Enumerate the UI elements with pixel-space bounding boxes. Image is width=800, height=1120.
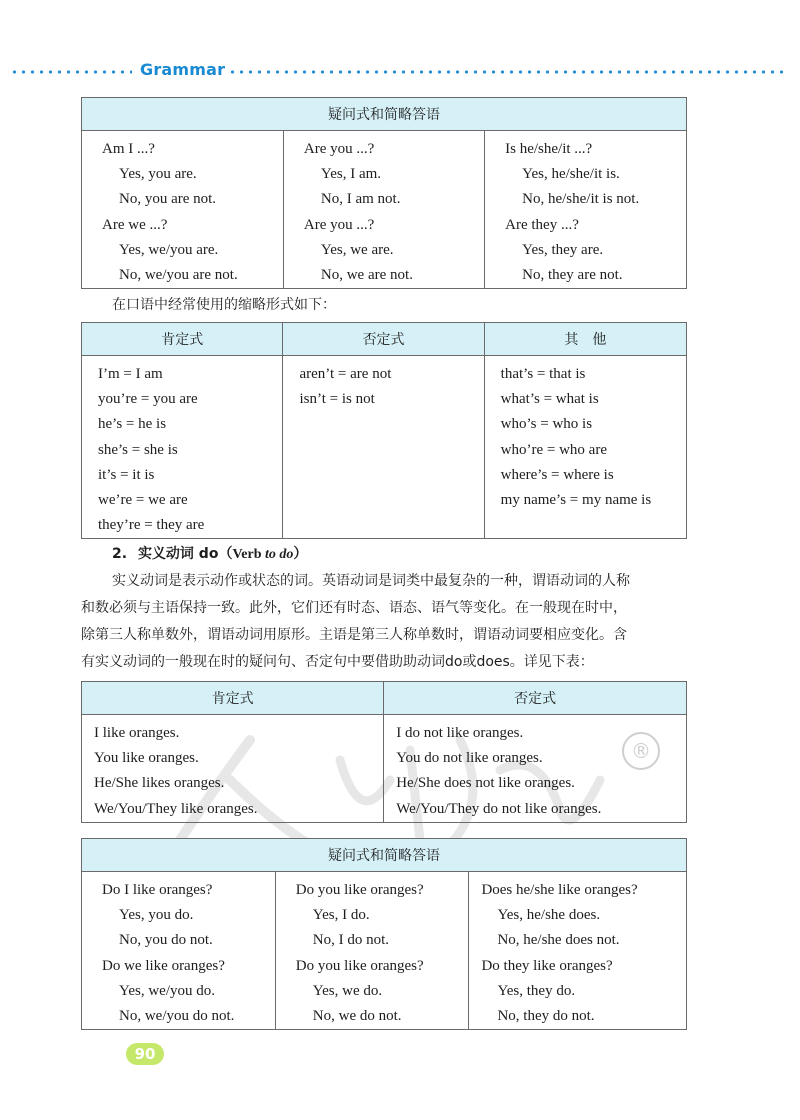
page-header	[0, 60, 800, 84]
question-line: Do we like oranges?	[102, 957, 225, 974]
section-heading	[112, 543, 307, 563]
contraction-item: we’re = we are	[98, 491, 188, 508]
statement-line: I do not like oranges.	[396, 725, 524, 741]
question-line: Do you like oranges?	[295, 957, 424, 974]
answer-line: No, he/she does not.	[497, 932, 620, 949]
do-statements-col-negative	[384, 715, 687, 823]
contraction-item: it’s = it is	[98, 466, 155, 483]
question-line: Am I ...?	[102, 141, 155, 157]
answer-line: Yes, he/she/it is.	[522, 166, 620, 183]
statement-line: He/She likes oranges.	[94, 775, 225, 792]
paragraph-line: 除第三人称单数外，谓语动词用原形。主语是第三人称单数时，谓语动词要相应变化。含	[81, 627, 627, 643]
section-title: Grammar	[140, 60, 226, 79]
answer-line: No, we/you do not.	[119, 1007, 235, 1024]
contractions-table	[81, 322, 687, 539]
contractions-col-negative	[283, 356, 484, 539]
column-header-affirmative: 肯定式	[82, 323, 283, 356]
be-questions-col-1	[82, 131, 284, 289]
be-questions-table	[81, 97, 687, 289]
table-title: 疑问式和简略答语	[82, 839, 687, 872]
section-title-en: Verb	[232, 547, 265, 562]
question-line: Do they like oranges?	[481, 957, 613, 974]
answer-line: Yes, we do.	[312, 982, 383, 999]
contraction-item: she’s = she is	[98, 441, 178, 458]
question-line: Is he/she/it ...?	[505, 141, 593, 157]
answer-line: No, we are not.	[320, 266, 413, 283]
question-line: Are you ...?	[303, 216, 375, 233]
contraction-item: he’s = he is	[98, 416, 167, 433]
answer-line: Yes, I do.	[312, 907, 370, 924]
contraction-item: I’m = I am	[98, 366, 163, 382]
answer-line: No, they do not.	[497, 1007, 595, 1024]
contraction-item: where’s = where is	[500, 466, 614, 483]
question-line: Are you ...?	[303, 141, 375, 157]
column-header-affirmative: 肯定式	[82, 682, 384, 715]
question-line: Do you like oranges?	[295, 882, 424, 898]
answer-line: No, he/she/it is not.	[522, 191, 640, 208]
answer-line: No, they are not.	[522, 266, 623, 283]
question-line: Do I like oranges?	[102, 882, 213, 898]
contraction-item: what’s = what is	[500, 391, 599, 408]
answer-line: No, we do not.	[312, 1007, 402, 1024]
contraction-item: they’re = they are	[98, 517, 205, 534]
section-title-open: （	[218, 546, 233, 562]
statement-line: We/You/They like oranges.	[94, 800, 258, 817]
statement-line: We/You/They do not like oranges.	[396, 800, 602, 817]
answer-line: No, I do not.	[312, 932, 390, 949]
answer-line: Yes, he/she does.	[497, 907, 601, 924]
answer-line: No, you are not.	[119, 191, 217, 208]
statement-line: I like oranges.	[94, 725, 180, 741]
contraction-item: who’re = who are	[500, 441, 607, 458]
do-statements-col-affirmative	[82, 715, 384, 823]
answer-line: Yes, they are.	[522, 241, 604, 258]
answer-line: Yes, you do.	[119, 907, 194, 924]
be-questions-col-2	[283, 131, 484, 289]
paragraph-line: 有实义动词的一般现在时的疑问句、否定句中要借助助动词do或does。详见下表：	[81, 654, 594, 670]
section-title-cn: 实义动词 do	[137, 546, 219, 562]
paragraph-line: 实义动词是表示动作或状态的词。英语动词是词类中最复杂的一种，谓语动词的人称	[112, 573, 630, 589]
header-dotted-line-left	[10, 70, 132, 74]
do-questions-col-2	[275, 872, 469, 1030]
section-title-close: ）	[293, 546, 308, 562]
contraction-item: who’s = who is	[500, 416, 593, 433]
contraction-item: my name’s = my name is	[500, 491, 652, 508]
contractions-col-other	[484, 356, 686, 539]
contraction-item: isn’t = is not	[299, 391, 375, 408]
registered-mark: ®	[622, 732, 660, 770]
contractions-intro: 在口语中经常使用的缩略形式如下：	[112, 297, 336, 313]
header-dotted-line-right	[228, 70, 788, 74]
contractions-col-affirmative	[82, 356, 283, 539]
column-header-other: 其 他	[484, 323, 686, 356]
answer-line: No, you do not.	[119, 932, 213, 949]
page-number: 90	[126, 1043, 164, 1065]
statement-line: You do not like oranges.	[396, 750, 543, 767]
contraction-item: that’s = that is	[500, 366, 586, 382]
answer-line: No, we/you are not.	[119, 266, 238, 283]
answer-line: Yes, we/you are.	[119, 241, 219, 258]
answer-line: Yes, they do.	[497, 982, 576, 999]
do-questions-table	[81, 838, 687, 1030]
question-line: Does he/she like oranges?	[481, 882, 638, 898]
section-number: 2.	[112, 546, 128, 562]
do-questions-col-1	[82, 872, 276, 1030]
answer-line: Yes, you are.	[119, 166, 197, 183]
column-header-negative: 否定式	[283, 323, 484, 356]
do-questions-col-3	[469, 872, 687, 1030]
column-header-negative: 否定式	[384, 682, 687, 715]
be-questions-col-3	[485, 131, 687, 289]
answer-line: No, I am not.	[320, 191, 401, 208]
question-line: Are we ...?	[102, 216, 168, 233]
table-title: 疑问式和简略答语	[82, 98, 687, 131]
statement-line: You like oranges.	[94, 750, 199, 767]
paragraph-line: 和数必须与主语保持一致。此外，它们还有时态、语态、语气等变化。在一般现在时中，	[81, 600, 627, 616]
answer-line: Yes, we are.	[320, 241, 394, 258]
question-line: Are they ...?	[505, 216, 579, 233]
answer-line: Yes, I am.	[320, 166, 382, 183]
answer-line: Yes, we/you do.	[119, 982, 215, 999]
contraction-item: aren’t = are not	[299, 366, 392, 382]
do-statements-table	[81, 681, 687, 823]
section-title-en-italic: to do	[265, 547, 294, 562]
contraction-item: you’re = you are	[98, 391, 198, 408]
statement-line: He/She does not like oranges.	[396, 775, 575, 792]
